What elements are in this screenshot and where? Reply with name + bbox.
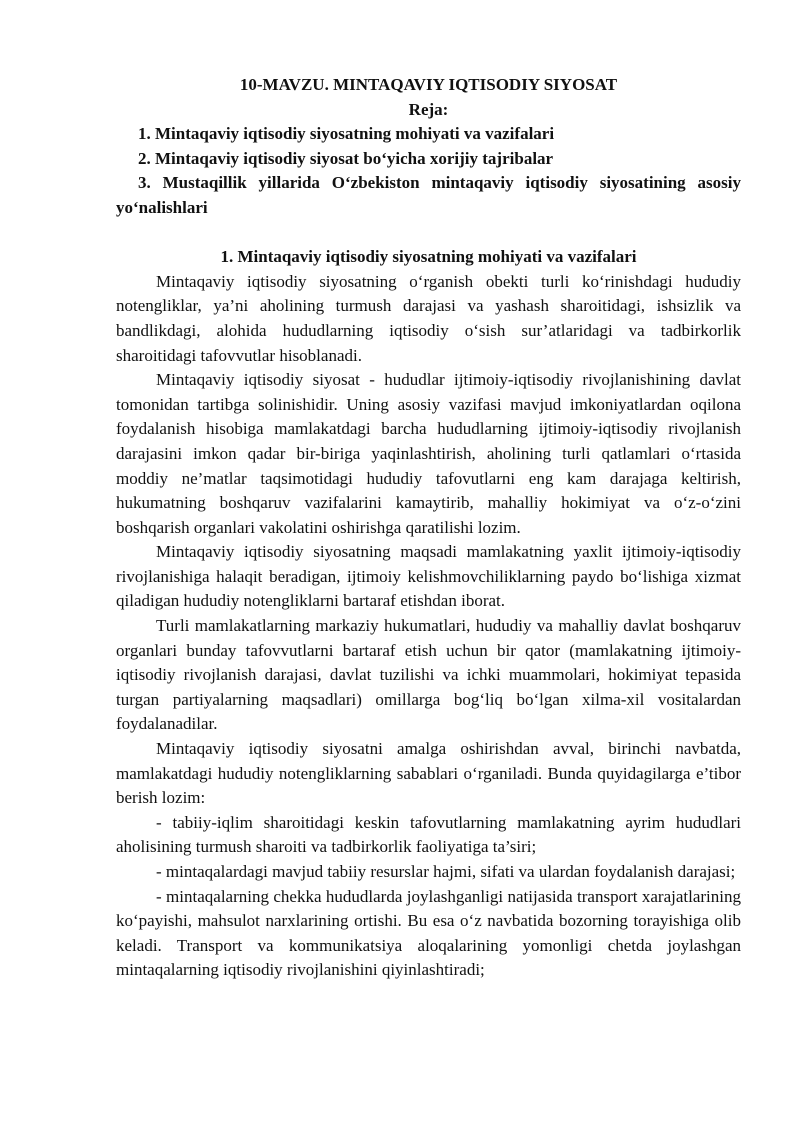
document-page (116, 73, 741, 983)
plan-item-2: 2. Mintaqaviy iqtisodiy siyosat bo‘yicha xorijiy tajribalar (138, 148, 554, 168)
list-item-transport: - mintaqalarning chekka hududlarda joylashganligi natijasida transport xarajatlarining ko‘payishi, mahsulot narxlarining ortishi. Bu esa o‘z navbatida bozorning torayishiga olib keladi. Transport va kommunikatsiya aloqalarining yomonligi chetda joylashgan mintaqalarning iqtisodiy rivojlanishini qiyinlashtiradi; (116, 886, 741, 980)
section-heading: 1. Mintaqaviy iqtisodiy siyosatning mohiyati va vazifalari (220, 247, 637, 267)
paragraph-5: Mintaqaviy iqtisodiy siyosatni amalga oshirishdan avval, birinchi navbatda, mamlakatdagi hududiy notengliklarning sabablari o‘rganiladi. Bunda quyidagilarga e’tibor berish lozim: (116, 739, 741, 808)
plan-heading: Reja: (408, 99, 449, 119)
list-item-climate: - tabiiy-iqlim sharoitidagi keskin tafovutlarning mamlakatning ayrim hududlari aholisining turmush sharoiti va tadbirkorlik faoliyatiga ta’siri; (116, 812, 741, 857)
plan-item-3: 3. Mustaqillik yillarida O‘zbekiston mintaqaviy iqtisodiy siyosatining asosiy yo‘nalishlari (116, 173, 741, 217)
page-title: 10-MAVZU. MINTAQAVIY IQTISODIY SIYOSAT (239, 75, 618, 94)
list-item-resources: - mintaqalardagi mavjud tabiiy resurslar hajmi, sifati va ulardan foydalanish darajasi; (156, 862, 736, 881)
paragraph-2: Mintaqaviy iqtisodiy siyosat - hududlar ijtimoiy-iqtisodiy rivojlanishining davlat tomonidan tartibga solinishidir. Uning asosiy vazifasi mavjud imkoniyatlardan oqilona foydalanish hisobiga mamlakatdagi barcha hududlarning ijtimoiy-iqtisodiy rivojlanish darajasini imkon qadar bir-biriga yaqinlashtirish, aholining turli qatlamlari o‘rtasida moddiy ne’matlar taqsimotidagi hududiy tafovutlarni eng kam darajaga keltirish, hukumatning boshqaruv vazifalarini kamaytirib, mahalliy hokimiyat va o‘z-o‘zini boshqarish organlari vakolatini oshirishga qaratilishi lozim. (116, 370, 741, 537)
paragraph-3: Mintaqaviy iqtisodiy siyosatning maqsadi mamlakatning yaxlit ijtimoiy-iqtisodiy rivojlanishiga halaqit beradigan, ijtimoiy kelishmovchiliklarning paydo bo‘lishiga xizmat qiladigan hududiy notengliklarni bartaraf etishdan iborat. (116, 542, 741, 611)
paragraph-4: Turli mamlakatlarning markaziy hukumatlari, hududiy va mahalliy davlat boshqaruv organlari bunday tafovvutlarni bartaraf etish uchun bir qator (mamlakatning ijtimoiy-iqtisodiy rivojlanish darajasi, davlat tuzilishi va ichki muammolari, hokimiyat tepasida turgan partiyalarning maqsadlari) omillarga bog‘liq bo‘lgan xilma-xil vositalardan foydalanadilar. (116, 616, 741, 734)
paragraph-1: Mintaqaviy iqtisodiy siyosatning o‘rganish obekti turli ko‘rinishdagi hududiy notengliklar, ya’ni aholining turmush darajasi va yashash sharoitidagi, ishsizlik va bandlikdagi, alohida hududlarning iqtisodiy o‘sish sur’atlaridagi va tadbirkorlik sharoitidagi tafovvutlar hisoblanadi. (116, 271, 741, 365)
plan-item-1: 1. Mintaqaviy iqtisodiy siyosatning mohiyati va vazifalari (138, 124, 555, 144)
